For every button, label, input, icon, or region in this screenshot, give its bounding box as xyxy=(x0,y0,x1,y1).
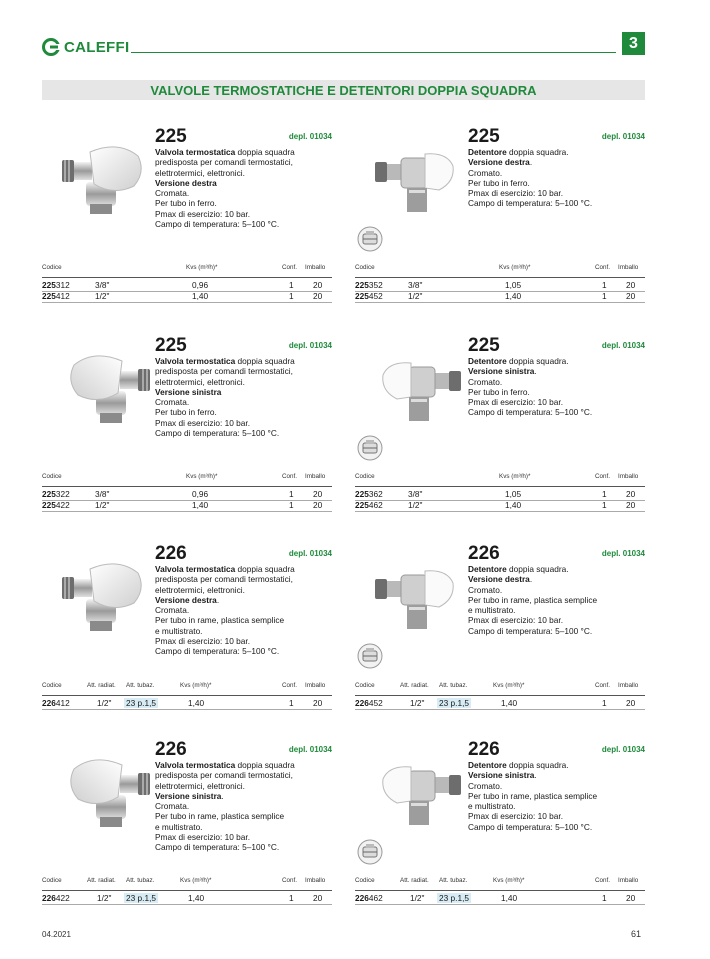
pack-value: 20 xyxy=(626,500,636,510)
row-divider xyxy=(42,302,332,303)
conf-value: 1 xyxy=(289,489,294,499)
lockshield-image xyxy=(373,347,463,427)
description-line: Versione destra xyxy=(155,177,217,188)
table-rule xyxy=(42,695,332,696)
footer-date: 04.2021 xyxy=(42,930,71,939)
description-line: Versione sinistra. xyxy=(468,366,537,377)
product-code: 226452 xyxy=(355,698,383,708)
description-line: predisposta per comandi termostatici, xyxy=(155,366,293,377)
product-code: 225422 xyxy=(42,500,70,510)
description-line: Cromata. xyxy=(155,801,190,812)
conf-value: 1 xyxy=(602,500,607,510)
product-number: 225 xyxy=(468,126,500,147)
column-header: Kvs (m³/h)* xyxy=(186,264,218,271)
product-number: 225 xyxy=(468,335,500,356)
table-row xyxy=(42,291,332,302)
description-line: Versione destra. xyxy=(468,157,533,168)
column-header: Codice xyxy=(355,473,375,480)
product-code: 225352 xyxy=(355,280,383,290)
pipe-connection-ref[interactable]: 23 p.1,5 xyxy=(439,698,469,708)
column-header: Att. radiat. xyxy=(400,877,429,884)
product-number: 226 xyxy=(468,543,500,564)
column-header: Codice xyxy=(42,473,62,480)
description-line: Pmax di esercizio: 10 bar. xyxy=(155,208,250,219)
column-header: Att. tubaz. xyxy=(126,877,155,884)
description-line: Per tubo in rame, plastica semplice xyxy=(468,594,598,605)
kvs-value: 1,40 xyxy=(192,291,209,301)
product-table xyxy=(355,264,645,304)
column-header: Imballo xyxy=(305,473,326,480)
kvs-value: 1,40 xyxy=(505,500,522,510)
product-description xyxy=(155,564,330,657)
header-rule xyxy=(131,52,616,53)
table-rule xyxy=(355,486,645,487)
kvs-value: 1,40 xyxy=(501,698,518,708)
column-header: Imballo xyxy=(618,473,639,480)
description-line: Cromata. xyxy=(155,397,190,408)
product-number: 225 xyxy=(155,126,187,147)
description-line: Campo di temperatura: 5–100 °C. xyxy=(468,407,593,418)
table-rule xyxy=(42,486,332,487)
product-number: 226 xyxy=(155,739,187,760)
description-line: Cromato. xyxy=(468,376,503,387)
description-line: predisposta per comandi termostatici, xyxy=(155,157,293,168)
description-line: Campo di temperatura: 5–100 °C. xyxy=(155,646,280,657)
product-description xyxy=(155,760,330,853)
product-code: 225362 xyxy=(355,489,383,499)
pack-value: 20 xyxy=(626,893,636,903)
table-row xyxy=(355,280,645,291)
pack-value: 20 xyxy=(626,698,636,708)
product-code: 226412 xyxy=(42,698,70,708)
description-line: elettrotermici, elettronici. xyxy=(155,376,245,387)
description-line: elettrotermici, elettronici. xyxy=(155,584,245,595)
description-line: elettrotermici, elettronici. xyxy=(155,167,245,178)
description-line: Per tubo in ferro. xyxy=(155,407,217,418)
pack-value: 20 xyxy=(313,291,323,301)
row-divider xyxy=(42,709,332,710)
product-code: 226422 xyxy=(42,893,70,903)
description-line: Versione sinistra. xyxy=(155,790,224,801)
size-value: 1/2" xyxy=(95,291,110,301)
column-header: Kvs (m³/h)* xyxy=(180,877,212,884)
kvs-value: 0,96 xyxy=(192,280,209,290)
column-header: Conf. xyxy=(595,264,611,271)
column-header: Att. tubaz. xyxy=(439,877,468,884)
size-value: 1/2" xyxy=(408,291,423,301)
description-line: Per tubo in rame, plastica semplice xyxy=(155,811,285,822)
row-divider xyxy=(42,511,332,512)
kvs-value: 1,40 xyxy=(505,291,522,301)
description-line: Pmax di esercizio: 10 bar. xyxy=(468,188,563,199)
product-table xyxy=(355,877,645,917)
table-row xyxy=(355,500,645,511)
table-rule xyxy=(355,277,645,278)
product-code: 225312 xyxy=(42,280,70,290)
product-description xyxy=(468,760,643,832)
brochure-ref: depl. 01034 xyxy=(288,341,332,350)
description-line: Pmax di esercizio: 10 bar. xyxy=(155,832,250,843)
product-code: 226462 xyxy=(355,893,383,903)
product-table xyxy=(355,682,645,722)
column-header: Att. tubaz. xyxy=(126,682,155,689)
table-row xyxy=(42,500,332,511)
conf-value: 1 xyxy=(289,500,294,510)
size-value: 1/2" xyxy=(408,500,423,510)
column-header: Conf. xyxy=(282,682,298,689)
description-line: Pmax di esercizio: 10 bar. xyxy=(155,417,250,428)
brochure-ref: depl. 01034 xyxy=(601,549,645,558)
column-header: Kvs (m³/h)* xyxy=(499,264,531,271)
table-row xyxy=(42,489,332,500)
chapter-badge: 3 xyxy=(622,32,645,55)
table-rule xyxy=(42,890,332,891)
row-divider xyxy=(355,709,645,710)
brand-name: CALEFFI xyxy=(64,38,130,56)
thermostatic-valve-image xyxy=(60,751,152,831)
table-row xyxy=(42,280,332,291)
column-header: Codice xyxy=(355,682,375,689)
size-value: 3/8" xyxy=(408,280,423,290)
description-line: Detentore doppia squadra. xyxy=(468,760,569,770)
column-header: Att. radiat. xyxy=(87,682,116,689)
pack-value: 20 xyxy=(626,280,636,290)
description-line: Campo di temperatura: 5–100 °C. xyxy=(468,625,593,636)
column-header: Att. radiat. xyxy=(87,877,116,884)
conf-value: 1 xyxy=(289,280,294,290)
product-table xyxy=(42,473,332,513)
kvs-value: 1,05 xyxy=(505,280,522,290)
column-header: Imballo xyxy=(305,264,326,271)
column-header: Conf. xyxy=(282,264,298,271)
description-line: Cromata. xyxy=(155,605,190,616)
description-line: Valvola termostatica doppia squadra xyxy=(155,356,295,366)
brochure-ref: depl. 01034 xyxy=(288,132,332,141)
description-line: Cromato. xyxy=(468,780,503,791)
brochure-ref: depl. 01034 xyxy=(288,745,332,754)
column-header: Kvs (m³/h)* xyxy=(493,877,525,884)
table-rule xyxy=(355,695,645,696)
pack-value: 20 xyxy=(626,291,636,301)
pipe-connection-ref[interactable]: 23 p.1,5 xyxy=(439,893,469,903)
conf-value: 1 xyxy=(602,893,607,903)
column-header: Kvs (m³/h)* xyxy=(186,473,218,480)
product-number: 226 xyxy=(468,739,500,760)
product-description xyxy=(155,147,330,229)
description-line: Detentore doppia squadra. xyxy=(468,147,569,157)
kvs-value: 1,05 xyxy=(505,489,522,499)
description-line: Pmax di esercizio: 10 bar. xyxy=(155,636,250,647)
product-description xyxy=(468,356,643,418)
page-number: 61 xyxy=(631,929,642,939)
radiator-connection: 1/2" xyxy=(97,698,112,708)
product-table xyxy=(42,682,332,722)
column-header: Codice xyxy=(42,682,62,689)
table-row xyxy=(355,291,645,302)
thermostatic-valve-image xyxy=(60,347,152,427)
description-line: e multistrato. xyxy=(468,605,516,616)
cap-symbol-icon xyxy=(357,839,383,865)
description-line: Per tubo in ferro. xyxy=(468,386,530,397)
cap-symbol-icon xyxy=(357,643,383,669)
column-header: Imballo xyxy=(305,877,326,884)
size-value: 1/2" xyxy=(95,500,110,510)
size-value: 3/8" xyxy=(95,280,110,290)
description-line: Per tubo in ferro. xyxy=(468,177,530,188)
column-header: Kvs (m³/h)* xyxy=(493,682,525,689)
radiator-connection: 1/2" xyxy=(410,893,425,903)
description-line: predisposta per comandi termostatici, xyxy=(155,574,293,585)
pack-value: 20 xyxy=(313,698,323,708)
row-divider xyxy=(355,302,645,303)
column-header: Kvs (m³/h)* xyxy=(180,682,212,689)
description-line: Per tubo in ferro. xyxy=(155,198,217,209)
row-divider xyxy=(355,511,645,512)
kvs-value: 1,40 xyxy=(192,500,209,510)
caleffi-logo xyxy=(41,37,129,57)
description-line: elettrotermici, elettronici. xyxy=(155,780,245,791)
description-line: Valvola termostatica doppia squadra xyxy=(155,147,295,157)
lockshield-image xyxy=(373,138,463,218)
product-description xyxy=(468,147,643,209)
radiator-connection: 1/2" xyxy=(410,698,425,708)
lockshield-image xyxy=(373,751,463,831)
kvs-value: 1,40 xyxy=(188,698,205,708)
conf-value: 1 xyxy=(289,291,294,301)
radiator-connection: 1/2" xyxy=(97,893,112,903)
product-code: 225452 xyxy=(355,291,383,301)
description-line: Campo di temperatura: 5–100 °C. xyxy=(468,198,593,209)
description-line: Campo di temperatura: 5–100 °C. xyxy=(468,821,593,832)
column-header: Conf. xyxy=(282,473,298,480)
description-line: Versione destra. xyxy=(155,594,220,605)
column-header: Conf. xyxy=(282,877,298,884)
product-code: 225462 xyxy=(355,500,383,510)
column-header: Conf. xyxy=(595,877,611,884)
product-description xyxy=(155,356,330,438)
description-line: Detentore doppia squadra. xyxy=(468,356,569,366)
pipe-connection-ref[interactable]: 23 p.1,5 xyxy=(126,698,156,708)
conf-value: 1 xyxy=(289,698,294,708)
table-rule xyxy=(42,277,332,278)
product-table xyxy=(42,877,332,917)
column-header: Imballo xyxy=(618,877,639,884)
description-line: Pmax di esercizio: 10 bar. xyxy=(468,615,563,626)
description-line: Per tubo in rame, plastica semplice xyxy=(155,615,285,626)
pack-value: 20 xyxy=(313,489,323,499)
row-divider xyxy=(42,904,332,905)
column-header: Imballo xyxy=(305,682,326,689)
column-header: Conf. xyxy=(595,473,611,480)
product-code: 225412 xyxy=(42,291,70,301)
table-row xyxy=(355,698,645,709)
column-header: Imballo xyxy=(618,264,639,271)
conf-value: 1 xyxy=(602,291,607,301)
brochure-ref: depl. 01034 xyxy=(601,132,645,141)
description-line: Campo di temperatura: 5–100 °C. xyxy=(155,428,280,439)
table-row xyxy=(355,893,645,904)
conf-value: 1 xyxy=(602,280,607,290)
table-row xyxy=(42,698,332,709)
product-description xyxy=(468,564,643,636)
column-header: Codice xyxy=(355,877,375,884)
description-line: Campo di temperatura: 5–100 °C. xyxy=(155,219,280,230)
description-line: Pmax di esercizio: 10 bar. xyxy=(468,397,563,408)
column-header: Codice xyxy=(42,264,62,271)
description-line: predisposta per comandi termostatici, xyxy=(155,770,293,781)
conf-value: 1 xyxy=(289,893,294,903)
size-value: 3/8" xyxy=(408,489,423,499)
product-number: 226 xyxy=(155,543,187,564)
product-table xyxy=(42,264,332,304)
table-row xyxy=(355,489,645,500)
description-line: Versione destra. xyxy=(468,574,533,585)
brochure-ref: depl. 01034 xyxy=(601,341,645,350)
column-header: Imballo xyxy=(618,682,639,689)
description-line: Cromata. xyxy=(155,188,190,199)
conf-value: 1 xyxy=(602,489,607,499)
description-line: e multistrato. xyxy=(155,821,203,832)
description-line: Versione sinistra xyxy=(155,386,222,397)
conf-value: 1 xyxy=(602,698,607,708)
brochure-ref: depl. 01034 xyxy=(288,549,332,558)
description-line: Campo di temperatura: 5–100 °C. xyxy=(155,842,280,853)
cap-symbol-icon xyxy=(357,435,383,461)
column-header: Kvs (m³/h)* xyxy=(499,473,531,480)
pack-value: 20 xyxy=(313,893,323,903)
column-header: Att. tubaz. xyxy=(439,682,468,689)
description-line: Versione sinistra. xyxy=(468,770,537,781)
brochure-ref: depl. 01034 xyxy=(601,745,645,754)
kvs-value: 1,40 xyxy=(188,893,205,903)
column-header: Codice xyxy=(42,877,62,884)
pack-value: 20 xyxy=(313,500,323,510)
product-code: 225322 xyxy=(42,489,70,499)
description-line: Valvola termostatica doppia squadra xyxy=(155,564,295,574)
pack-value: 20 xyxy=(313,280,323,290)
description-line: Valvola termostatica doppia squadra xyxy=(155,760,295,770)
lockshield-image xyxy=(373,555,463,635)
pipe-connection-ref[interactable]: 23 p.1,5 xyxy=(126,893,156,903)
product-table xyxy=(355,473,645,513)
column-header: Conf. xyxy=(595,682,611,689)
description-line: Detentore doppia squadra. xyxy=(468,564,569,574)
table-rule xyxy=(355,890,645,891)
row-divider xyxy=(355,904,645,905)
description-line: Per tubo in rame, plastica semplice xyxy=(468,790,598,801)
description-line: Cromato. xyxy=(468,167,503,178)
page-title: VALVOLE TERMOSTATICHE E DETENTORI DOPPIA SQUADRA xyxy=(42,80,645,100)
thermostatic-valve-image xyxy=(60,138,152,218)
pack-value: 20 xyxy=(626,489,636,499)
column-header: Codice xyxy=(355,264,375,271)
size-value: 3/8" xyxy=(95,489,110,499)
description-line: Pmax di esercizio: 10 bar. xyxy=(468,811,563,822)
kvs-value: 0,96 xyxy=(192,489,209,499)
description-line: e multistrato. xyxy=(468,801,516,812)
cap-symbol-icon xyxy=(357,226,383,252)
product-number: 225 xyxy=(155,335,187,356)
table-row xyxy=(42,893,332,904)
description-line: Cromato. xyxy=(468,584,503,595)
description-line: e multistrato. xyxy=(155,625,203,636)
thermostatic-valve-image xyxy=(60,555,152,635)
column-header: Att. radiat. xyxy=(400,682,429,689)
kvs-value: 1,40 xyxy=(501,893,518,903)
caleffi-logo-icon xyxy=(41,37,61,57)
